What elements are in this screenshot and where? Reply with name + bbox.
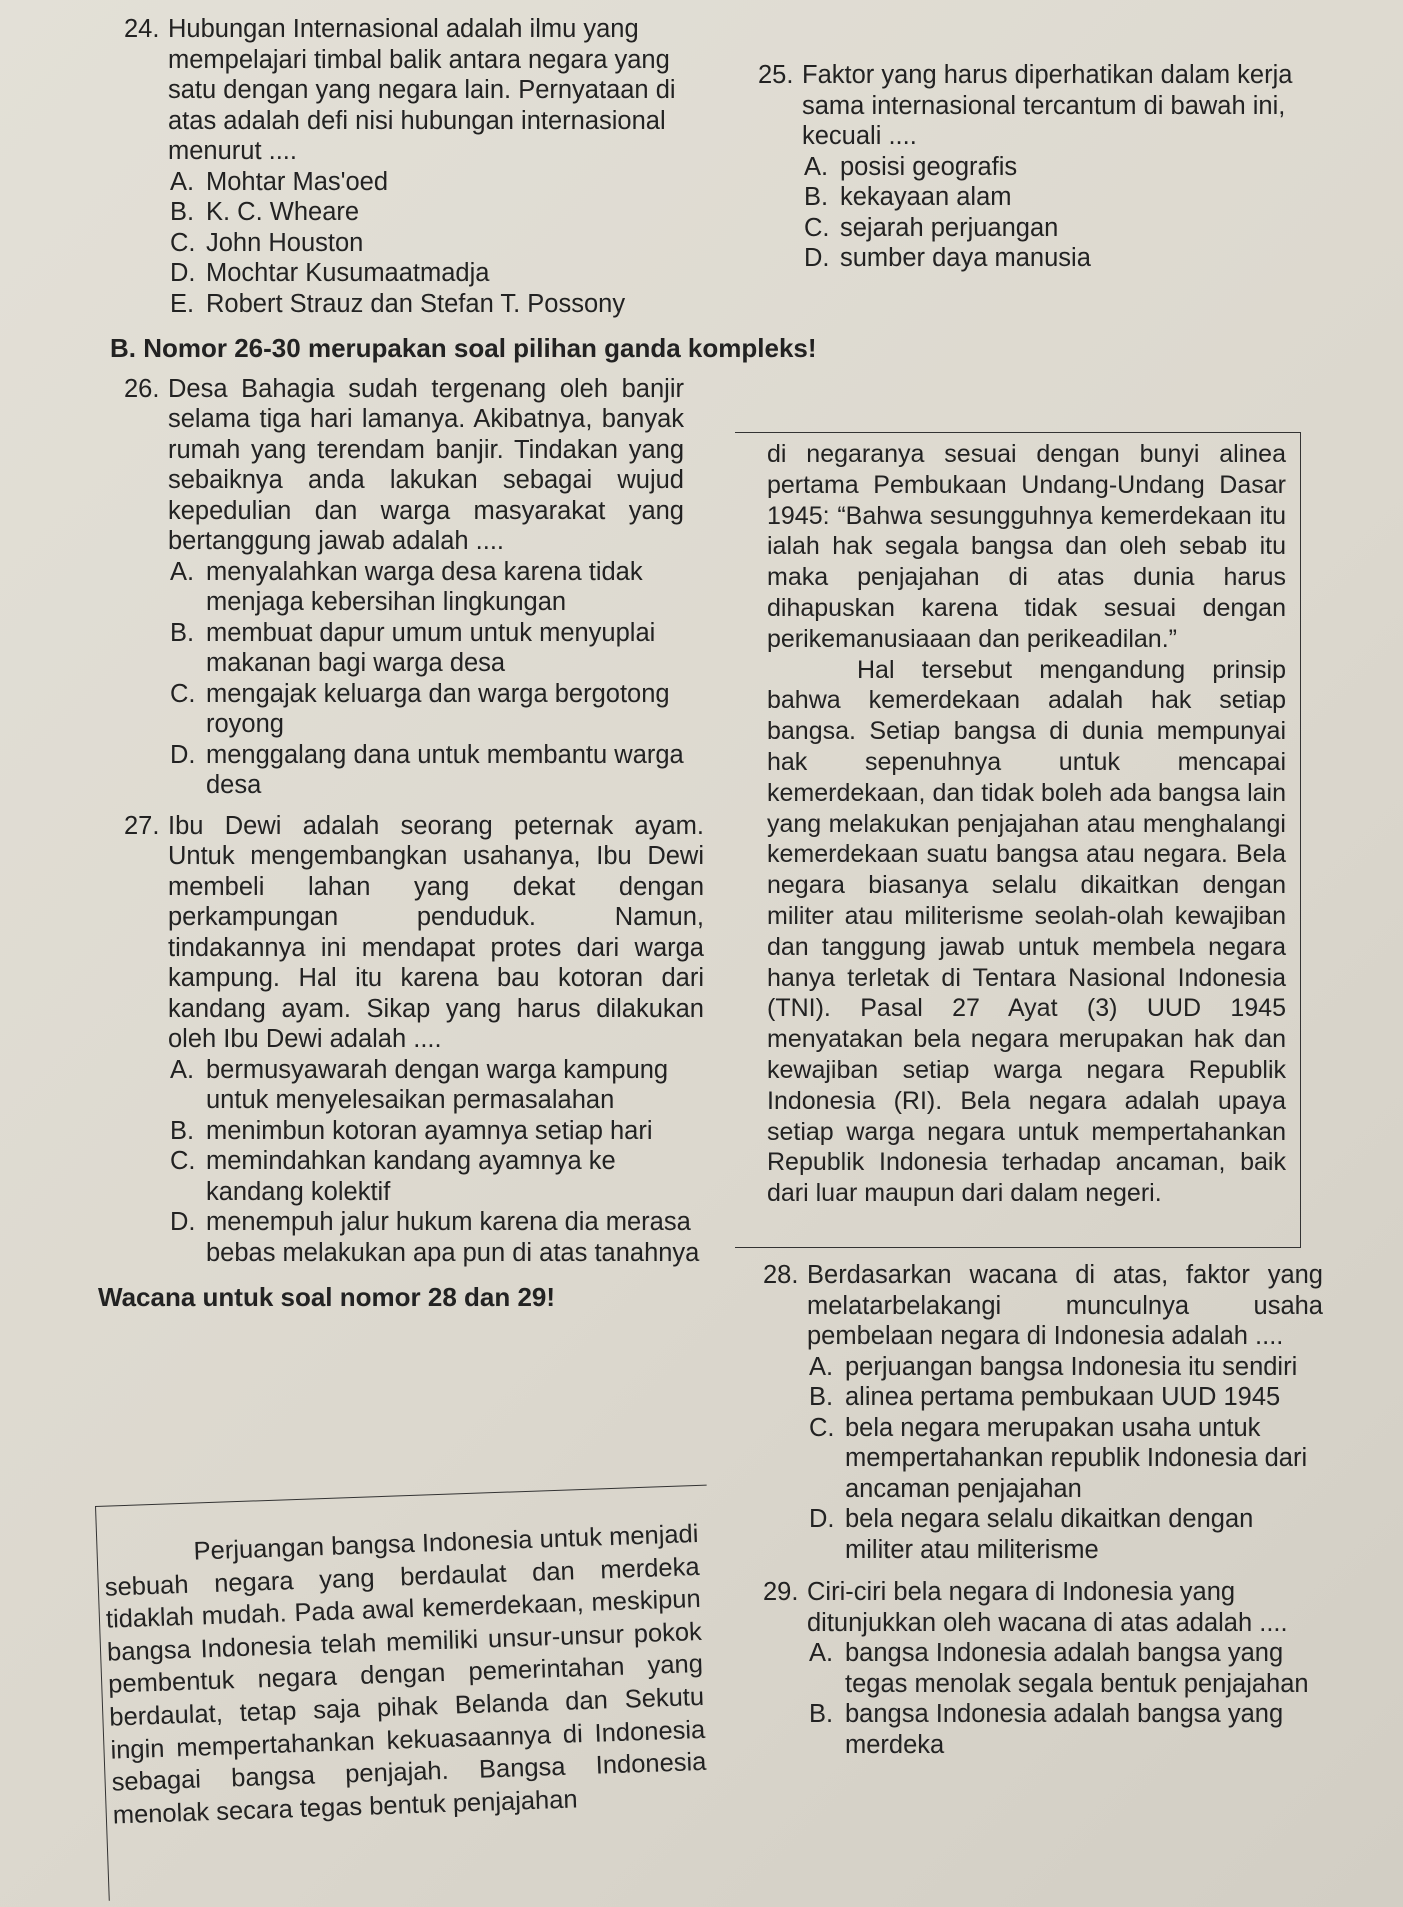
option-c[interactable] xyxy=(804,213,1318,244)
option-letter: E. xyxy=(170,289,195,318)
option-d[interactable] xyxy=(170,740,684,801)
option-letter: A. xyxy=(804,152,829,181)
option-letter: D. xyxy=(809,1505,835,1533)
question-text: Hubungan Internasional adalah ilmu yang mempelajari timbal balik antara negara yang satu dengan yang negara lain. Pernyataan di atas adalah defi nisi hubungan internasional menurut .... xyxy=(168,15,676,165)
option-e[interactable] xyxy=(170,289,724,320)
option-letter: D. xyxy=(170,740,196,769)
option-letter: C. xyxy=(170,679,196,708)
question-28 xyxy=(763,1260,1323,1565)
option-d[interactable] xyxy=(170,258,724,289)
passage-box-right xyxy=(735,432,1301,1248)
option-c[interactable] xyxy=(809,1413,1323,1505)
option-c[interactable] xyxy=(170,228,724,259)
question-26 xyxy=(124,374,684,801)
option-letter: B. xyxy=(804,183,829,211)
option-text: menimbun kotoran ayamnya setiap hari xyxy=(206,1116,653,1145)
option-a[interactable] xyxy=(804,152,1318,183)
passage-paragraph: Perjuangan bangsa Indonesia untuk menjadi sebuah negara yang berdaulat dan merdeka tidaklah mudah. Pada awal kemerdekaan, meskipun bangsa Indonesia telah memiliki unsur-unsur pokok pembentuk negara dengan pemerintahan yang berdaulat, tetap saja pihak Belanda dan Sekutu ingin mempertahankan kekuasaannya di Indonesia sebagai bangsa penjajah. Bangsa Indonesia menolak secara tegas bentuk penjajahan xyxy=(104,1519,707,1830)
option-text: menggalang dana untuk membantu warga desa xyxy=(206,740,684,799)
option-c[interactable] xyxy=(170,679,684,740)
question-24 xyxy=(124,14,724,319)
option-text: bangsa Indonesia adalah bangsa yang tegas menolak segala bentuk penjajahan xyxy=(845,1639,1309,1698)
right-column-top xyxy=(758,60,1318,280)
option-text: K. C. Wheare xyxy=(206,198,360,226)
option-text: Robert Strauz dan Stefan T. Possony xyxy=(206,289,626,318)
question-number: 29. xyxy=(763,1578,799,1606)
passage-paragraph: Hal tersebut mengandung prinsip bahwa kemerdekaan adalah hak setiap bangsa. Setiap bangsa di dunia mempunyai hak sepenuhnya untuk mencapai kemerdekaan, dan tidak boleh ada bangsa lain yang melakukan penjajahan atau menghalangi kemerdekaan suatu bangsa atau negara. Bela negara biasanya selalu dikaitkan dengan militer atau militerisme seolah-olah kewajiban dan tanggung jawab untuk membela negara hanya terletak di Tentara Nasional Indonesia (TNI). Pasal 27 Ayat (3) UUD 1945 menyatakan bela negara merupakan hak dan kewajiban setiap warga negara Republik Indonesia (RI). Bela negara adalah upaya setiap warga negara untuk mempertahankan Republik Indonesia terhadap ancaman, baik dari luar maupun dari dalam negeri. xyxy=(767,655,1286,1208)
passage-box-left xyxy=(95,1485,720,1901)
option-letter: B. xyxy=(809,1383,834,1411)
option-b[interactable] xyxy=(809,1382,1323,1413)
option-letter: B. xyxy=(809,1700,834,1728)
passage-paragraph: di negaranya sesuai dengan bunyi alinea pertama Pembukaan Undang-Undang Dasar 1945: “Bahwa sesungguhnya kemerdekaan itu ialah hak segala bangsa dan oleh sebab itu maka penjajahan di atas dunia harus dihapuskan karena tidak sesuai dengan perikemanusiaaan dan perikeadilan.” xyxy=(767,440,1286,653)
question-number: 24. xyxy=(124,15,160,43)
option-letter: B. xyxy=(170,198,195,226)
option-a[interactable] xyxy=(170,1055,704,1116)
option-letter: C. xyxy=(170,228,196,257)
option-a[interactable] xyxy=(170,557,684,618)
option-b[interactable] xyxy=(804,182,1318,213)
question-text: Ciri-ciri bela negara di Indonesia yang ditunjukkan oleh wacana di atas adalah .... xyxy=(807,1578,1288,1637)
option-text: Mohtar Mas'oed xyxy=(206,167,389,196)
option-d[interactable] xyxy=(809,1504,1323,1565)
option-c[interactable] xyxy=(170,1146,704,1207)
option-a[interactable] xyxy=(809,1352,1323,1383)
wacana-heading: Wacana untuk soal nomor 28 dan 29! xyxy=(98,1282,556,1312)
option-letter: D. xyxy=(170,259,196,287)
section-b-heading: B. Nomor 26-30 merupakan soal pilihan ganda kompleks! xyxy=(110,333,817,363)
option-a[interactable] xyxy=(809,1638,1323,1699)
option-letter: A. xyxy=(170,557,195,586)
option-letter: A. xyxy=(170,1055,195,1084)
option-text: bela negara merupakan usaha untuk mempertahankan republik Indonesia dari ancaman penjajahan xyxy=(845,1413,1308,1503)
question-text: Desa Bahagia sudah tergenang oleh banjir selama tiga hari lamanya. Akibatnya, banyak rumah yang terendam banjir. Tindakan yang sebaiknya anda lakukan sebagai wujud kepedulian dan warga masyarakat yang bertanggung jawab adalah .... xyxy=(168,374,684,555)
option-letter: D. xyxy=(170,1208,196,1236)
option-text: bela negara selalu dikaitkan dengan militer atau militerisme xyxy=(845,1505,1254,1564)
right-column-bottom xyxy=(763,1260,1323,1766)
option-letter: B. xyxy=(170,618,195,647)
option-text: memindahkan kandang ayamnya ke kandang kolektif xyxy=(206,1147,616,1206)
option-b[interactable] xyxy=(170,618,684,679)
question-number: 28. xyxy=(763,1261,799,1289)
option-letter: C. xyxy=(804,213,830,242)
option-text: perjuangan bangsa Indonesia itu sendiri xyxy=(845,1352,1298,1381)
option-b[interactable] xyxy=(170,197,724,228)
option-letter: A. xyxy=(809,1352,834,1381)
option-d[interactable] xyxy=(804,243,1318,274)
option-b[interactable] xyxy=(809,1699,1323,1760)
question-text: Faktor yang harus diperhatikan dalam kerja sama internasional tercantum di bawah ini, kecuali .... xyxy=(802,61,1293,150)
option-text: sumber daya manusia xyxy=(840,244,1091,272)
option-text: sejarah perjuangan xyxy=(840,213,1059,242)
question-number: 26. xyxy=(124,374,160,403)
question-text: Ibu Dewi adalah seorang peternak ayam. Untuk mengembangkan usahanya, Ibu Dewi membeli lahan yang dekat dengan perkampungan penduduk. Namun, tindakannya ini mendapat protes dari warga kampung. Hal itu karena bau kotoran dari kandang ayam. Sikap yang harus dilakukan oleh Ibu Dewi adalah .... xyxy=(168,811,704,1053)
option-text: bermusyawarah dengan warga kampung untuk menyelesaikan permasalahan xyxy=(206,1055,669,1114)
option-letter: C. xyxy=(170,1147,196,1175)
option-text: membuat dapur umum untuk menyuplai makanan bagi warga desa xyxy=(206,618,656,677)
question-number: 27. xyxy=(124,811,160,840)
option-a[interactable] xyxy=(170,167,724,198)
question-29 xyxy=(763,1577,1323,1760)
option-b[interactable] xyxy=(170,1116,704,1147)
question-27 xyxy=(124,811,704,1269)
option-text: posisi geografis xyxy=(840,152,1018,181)
option-text: menyalahkan warga desa karena tidak menjaga kebersihan lingkungan xyxy=(206,557,643,616)
option-letter: B. xyxy=(170,1116,195,1145)
option-text: kekayaan alam xyxy=(840,183,1012,211)
option-letter: D. xyxy=(804,244,830,272)
option-text: mengajak keluarga dan warga bergotong royong xyxy=(206,679,670,738)
option-text: alinea pertama pembukaan UUD 1945 xyxy=(845,1383,1281,1411)
question-number: 25. xyxy=(758,61,794,89)
option-letter: C. xyxy=(809,1413,835,1442)
option-text: Mochtar Kusumaatmadja xyxy=(206,259,490,287)
question-text: Berdasarkan wacana di atas, faktor yang melatarbelakangi munculnya usaha pembelaan negara di Indonesia adalah .... xyxy=(807,1261,1323,1350)
option-text: bangsa Indonesia adalah bangsa yang merdeka xyxy=(845,1700,1284,1759)
option-text: menempuh jalur hukum karena dia merasa bebas melakukan apa pun di atas tanahnya xyxy=(206,1208,700,1267)
question-25 xyxy=(758,60,1318,274)
option-text: John Houston xyxy=(206,228,364,257)
option-letter: A. xyxy=(170,167,195,196)
option-letter: A. xyxy=(809,1639,834,1667)
option-d[interactable] xyxy=(170,1207,704,1268)
